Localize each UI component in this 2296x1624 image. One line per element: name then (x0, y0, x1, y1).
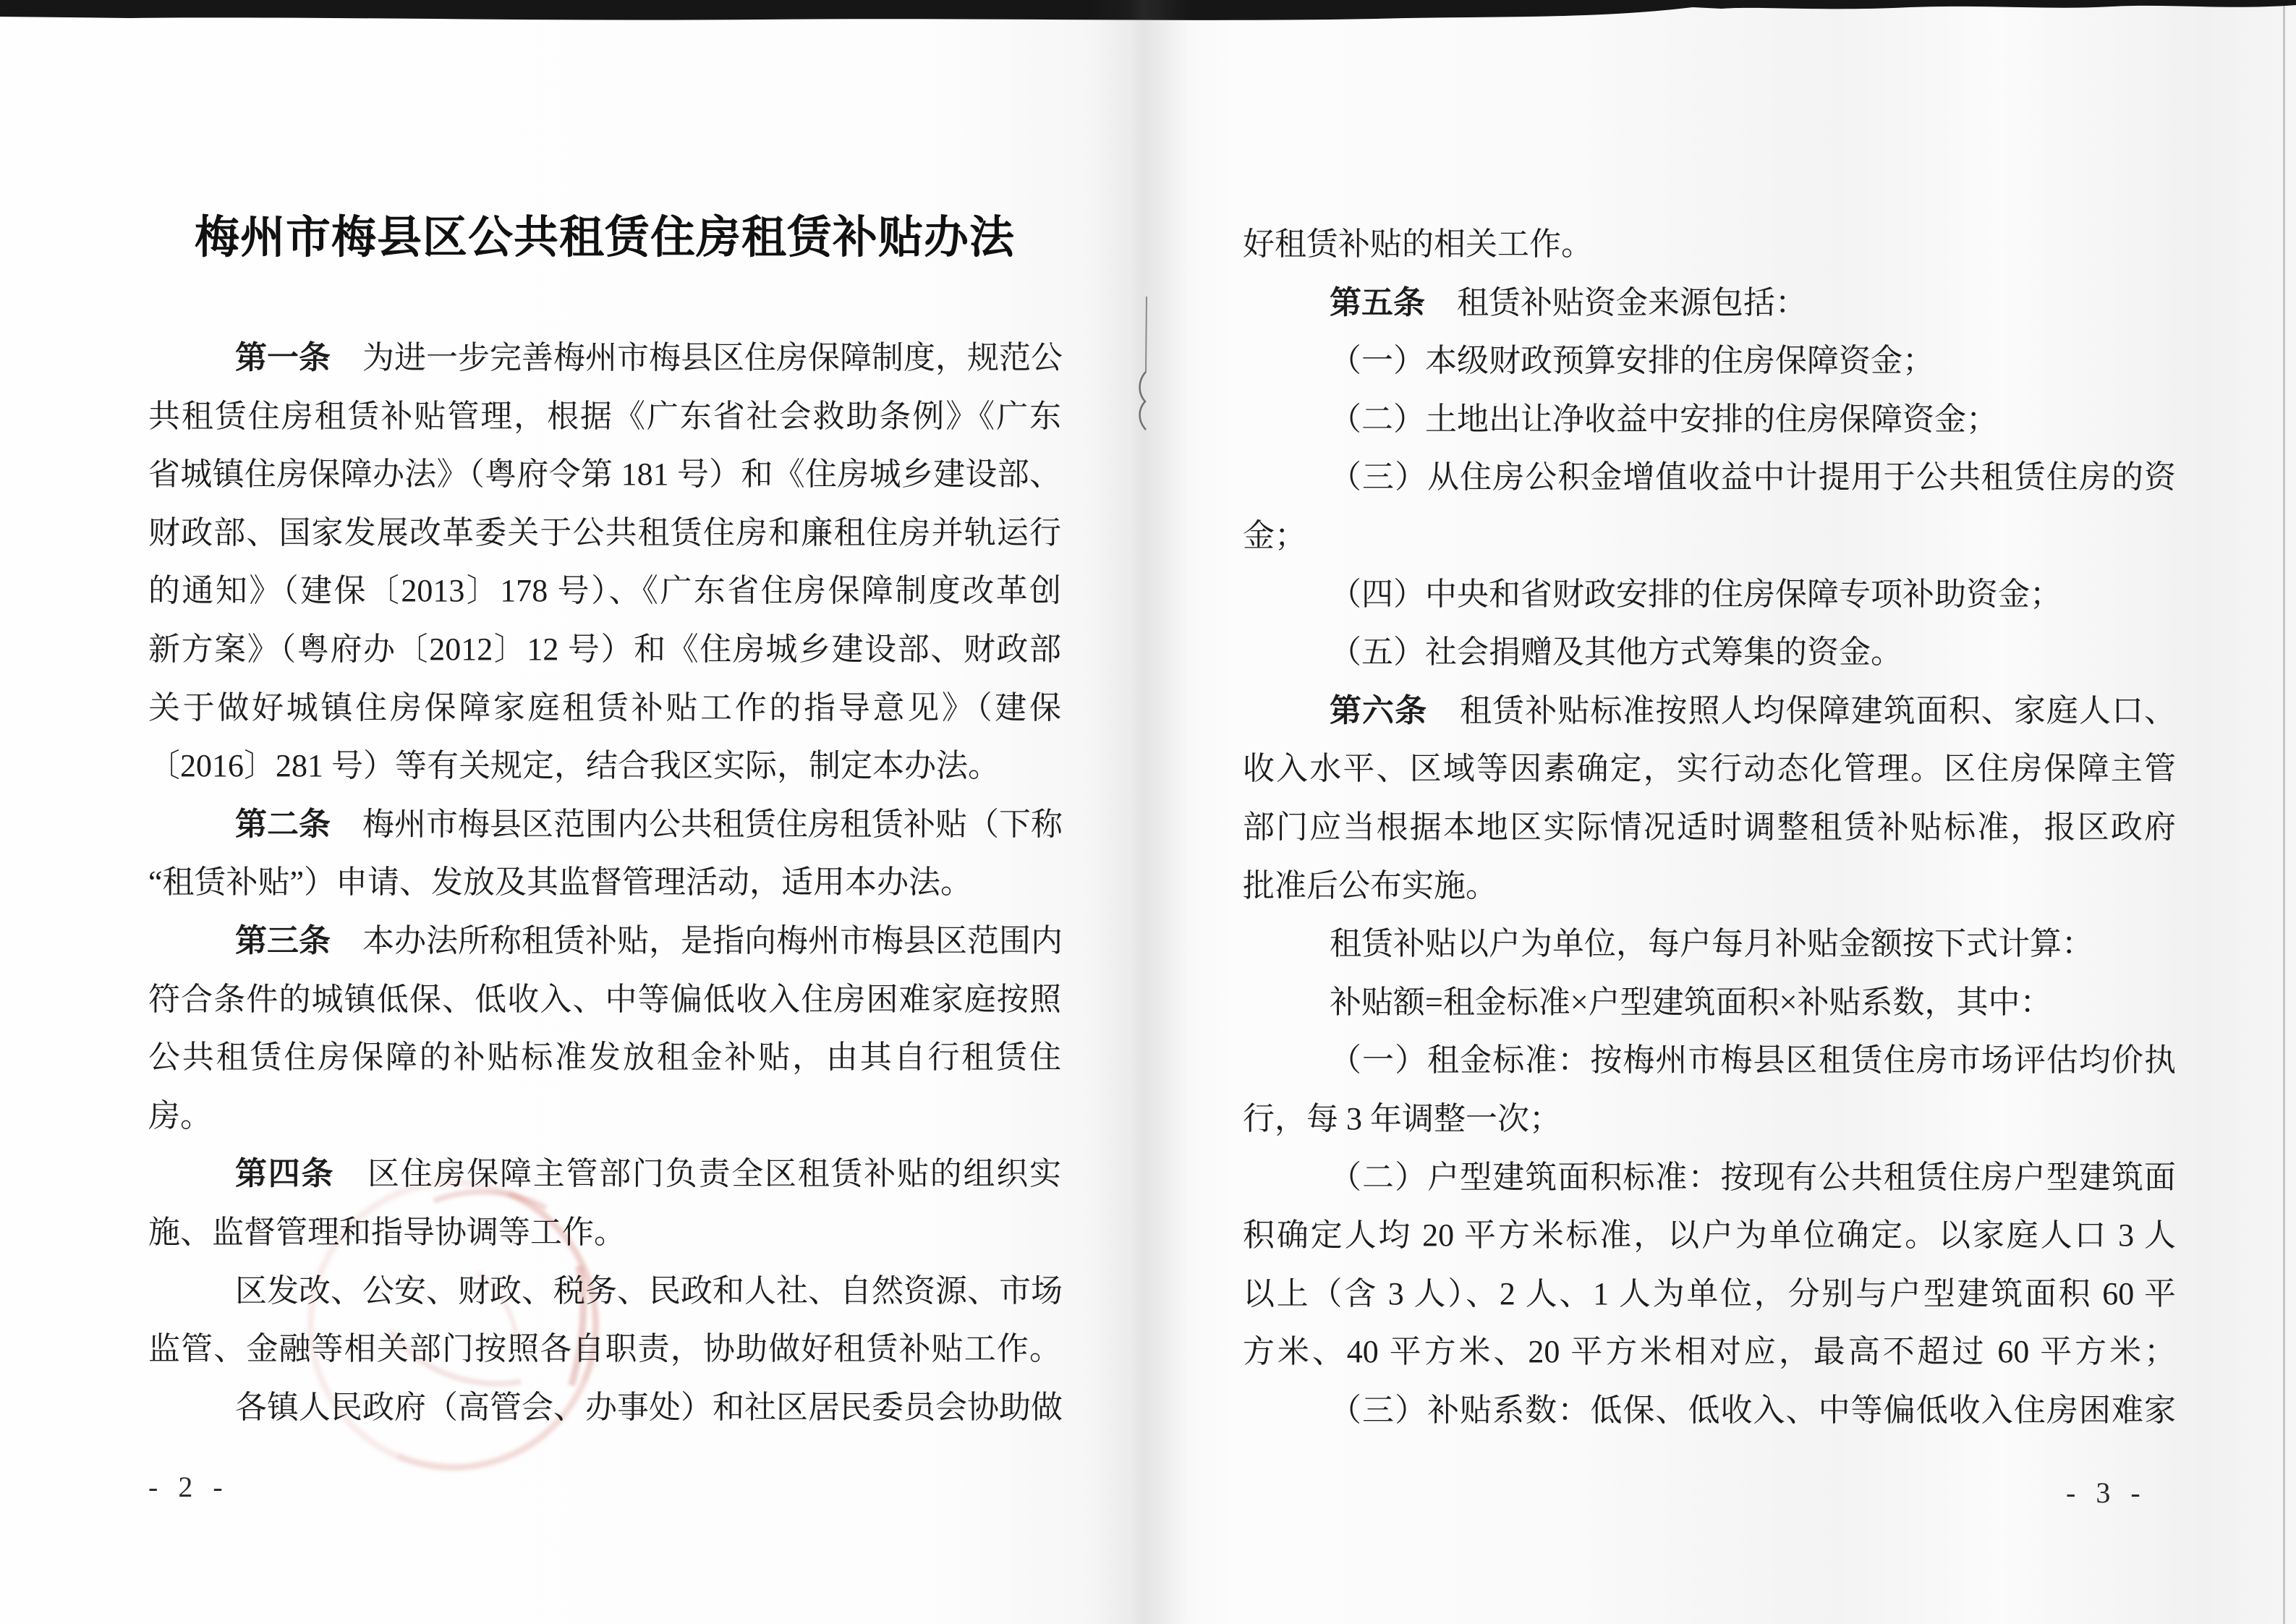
line-text: 补贴额=租金标准×户型建筑面积×补贴系数，其中： (1330, 984, 2052, 1020)
document-title: 梅州市梅县区公共租赁住房租赁补贴办法 (194, 213, 1015, 263)
text-line (1243, 915, 2176, 974)
line-text: （二）土地出让净收益中安排的住房保障资金； (1330, 401, 1998, 437)
line-text: 省城镇住房保障办法》（粤府令第 181 号）和《住房城乡建设部、 (148, 456, 1061, 493)
text-line (148, 1262, 1061, 1321)
text-line (148, 796, 1061, 854)
text-line (148, 737, 1061, 796)
line-text: 新方案》（粤府办〔2012〕12 号）和《住房城乡建设部、财政部 (148, 631, 1061, 667)
text-line (1243, 507, 2176, 566)
scan-top-edge (0, 0, 2296, 33)
text-line (148, 1145, 1061, 1204)
line-text: 区住房保障主管部门负责全区租赁补贴的组织实 (334, 1156, 1061, 1192)
article-label: 第一条 (235, 340, 331, 375)
text-line (1243, 1032, 2176, 1090)
binding-mark (1134, 297, 1159, 434)
article-label: 第二条 (235, 806, 331, 842)
text-line (148, 562, 1061, 621)
line-text: 部门应当根据本地区实际情况适时调整租赁补贴标准，报区政府 (1243, 809, 2176, 845)
text-line (148, 1379, 1061, 1437)
text-line (148, 1204, 1061, 1262)
text-line (148, 388, 1061, 446)
line-text: （一）租金标准：按梅州市梅县区租赁住房市场评估均价执 (1330, 1042, 2176, 1079)
text-line (148, 912, 1061, 971)
text-line (148, 621, 1061, 679)
text-line (1243, 1149, 2176, 1207)
line-text: （五）社会捐赠及其他方式筹集的资金。 (1330, 634, 1902, 671)
text-line (1243, 1382, 2176, 1440)
line-text: （二）户型建筑面积标准：按现有公共租赁住房户型建筑面 (1330, 1159, 2176, 1195)
line-text: 符合条件的城镇低保、低收入、中等偏低收入住房困难家庭按照 (148, 981, 1061, 1017)
line-text: （四）中央和省财政安排的住房保障专项补助资金； (1330, 576, 2062, 612)
text-line (1243, 1090, 2176, 1149)
line-text: 租赁补贴资金来源包括： (1425, 284, 1807, 320)
line-text: 梅州市梅县区范围内公共租赁住房租赁补贴（下称 (331, 806, 1063, 842)
text-line (1243, 682, 2176, 741)
text-line (1243, 448, 2176, 507)
line-text: 公共租赁住房保障的补贴标准发放租金补贴，由其自行租赁住 (148, 1040, 1061, 1076)
scan-right-edge (2283, 6, 2285, 1624)
line-text: 本办法所称租赁补贴，是指向梅州市梅县区范围内 (331, 922, 1063, 958)
line-text: 各镇人民政府（高管会、办事处）和社区居民委员会协助做 (235, 1389, 1063, 1425)
text-line (1243, 624, 2176, 682)
article-label: 第六条 (1330, 692, 1428, 728)
article-label: 第五条 (1330, 284, 1425, 320)
right-page-text (1243, 216, 2176, 1440)
line-text: 房。 (148, 1097, 212, 1134)
line-text: 为进一步完善梅州市梅县区住房保障制度，规范公 (331, 340, 1063, 375)
line-text: 施、监督管理和指导协调等工作。 (148, 1214, 626, 1250)
line-text: 批准后公布实施。 (1243, 867, 1497, 904)
text-line (1243, 332, 2176, 391)
text-line (1243, 1207, 2176, 1265)
text-line (148, 446, 1061, 504)
line-text: 金； (1243, 517, 1306, 553)
line-text: 收入水平、区域等因素确定，实行动态化管理。区住房保障主管 (1243, 751, 2176, 787)
line-text: （一）本级财政预算安排的住房保障资金； (1330, 343, 1934, 379)
line-text: 租赁补贴标准按照人均保障建筑面积、家庭人口、 (1427, 692, 2177, 728)
text-line (148, 679, 1061, 738)
text-line (148, 971, 1061, 1029)
text-line (1243, 857, 2176, 916)
text-line (148, 1029, 1061, 1087)
article-label: 第四条 (235, 1156, 335, 1192)
text-line (148, 1320, 1061, 1379)
line-text: （三）补贴系数：低保、低收入、中等偏低收入住房困难家 (1330, 1392, 2176, 1428)
text-line (148, 504, 1061, 563)
line-text: 行，每 3 年调整一次； (1243, 1100, 1561, 1136)
center-fold-shadow (1089, 0, 1190, 1624)
line-text: 租赁补贴以户为单位，每户每月补贴金额按下式计算： (1330, 926, 2093, 962)
line-text: 好租赁补贴的相关工作。 (1243, 226, 1593, 262)
text-line (1243, 1323, 2176, 1382)
left-page-text (148, 329, 1061, 1437)
right-page-number: - 3 - (2066, 1476, 2147, 1509)
text-line (148, 854, 1061, 912)
text-line (1243, 391, 2176, 449)
text-line (1243, 274, 2176, 333)
left-page-number: - 2 - (148, 1471, 229, 1503)
text-line (148, 329, 1061, 388)
text-line (148, 1087, 1061, 1146)
text-line (1243, 216, 2176, 274)
line-text: 区发改、公安、财政、税务、民政和人社、自然资源、市场 (235, 1272, 1063, 1309)
text-line (1243, 740, 2176, 799)
line-text: （三）从住房公积金增值收益中计提用于公共租赁住房的资 (1330, 459, 2176, 496)
line-text: “租赁补贴”）申请、发放及其监督管理活动，适用本办法。 (148, 864, 973, 901)
line-text: 共租赁住房租赁补贴管理，根据《广东省社会救助条例》《广东 (148, 398, 1061, 434)
line-text: 监管、金融等相关部门按照各自职责，协助做好租赁补贴工作。 (148, 1331, 1061, 1367)
article-label: 第三条 (235, 922, 331, 958)
line-text: 方米、40 平方米、20 平方米相对应，最高不超过 60 平方米； (1243, 1334, 2176, 1370)
line-text: 以上（含 3 人）、2 人、1 人为单位，分别与户型建筑面积 60 平 (1243, 1275, 2176, 1311)
line-text: 财政部、国家发展改革委关于公共租赁住房和廉租住房并轨运行 (148, 514, 1061, 550)
text-line (1243, 566, 2176, 624)
text-line (1243, 974, 2176, 1032)
text-line (1243, 799, 2176, 857)
line-text: 积确定人均 20 平方米标准，以户为单位确定。以家庭人口 3 人 (1243, 1217, 2176, 1254)
line-text: 〔2016〕281 号）等有关规定，结合我区实际，制定本办法。 (148, 748, 1000, 784)
text-line (1243, 1265, 2176, 1324)
line-text: 关于做好城镇住房保障家庭租赁补贴工作的指导意见》（建保 (148, 689, 1061, 726)
line-text: 的通知》（建保〔2013〕178 号）、《广东省住房保障制度改革创 (148, 573, 1061, 609)
